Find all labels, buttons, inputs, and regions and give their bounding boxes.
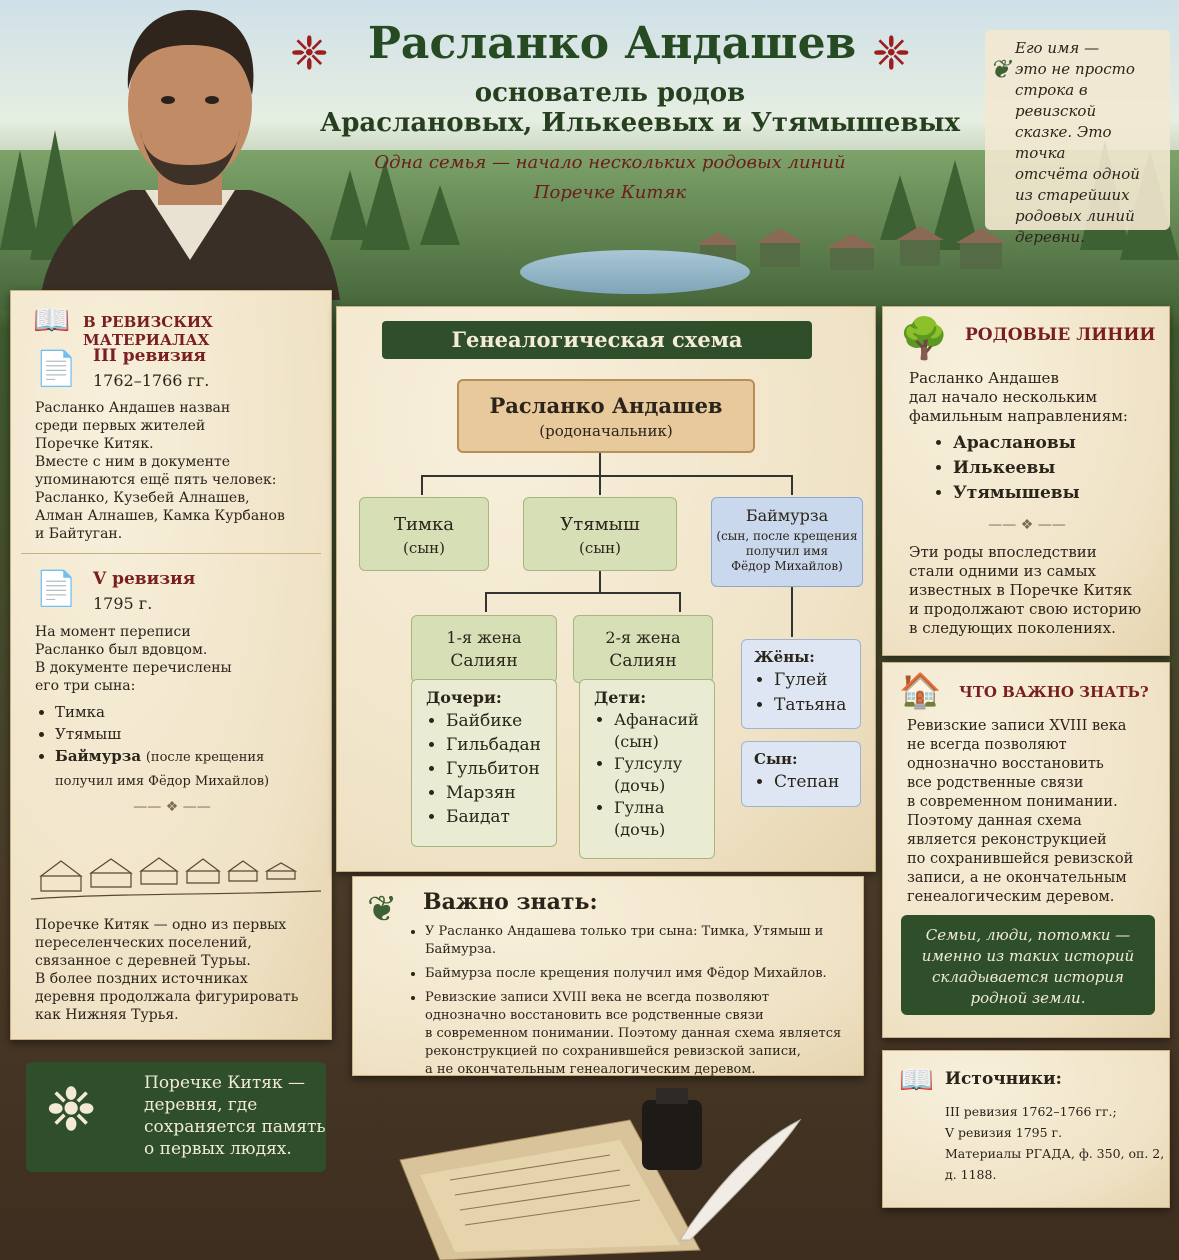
- text-line: среди первых жителей: [35, 418, 206, 434]
- note-line: • Ревизские записи XVIII века не всегда позволяют: [425, 990, 770, 1005]
- connector: [679, 592, 681, 612]
- house-icon: 🏠: [899, 671, 942, 711]
- what-to-know-heading: ЧТО ВАЖНО ЗНАТЬ?: [959, 683, 1149, 701]
- revision-panel: [10, 290, 332, 1040]
- text-line: Расланко был вдовцом.: [35, 642, 208, 658]
- text-line: и продолжают свою историю: [909, 600, 1142, 618]
- text-line: связанное с деревней Турьы.: [35, 953, 251, 969]
- note-line: деревня, где: [144, 1095, 258, 1115]
- page-title: Расланко Андашев: [367, 18, 857, 69]
- son-node-timka: [359, 497, 489, 571]
- wife-label: 1-я жена: [446, 628, 522, 647]
- child-item: [614, 709, 700, 753]
- text-line: деревня продолжала фигурировать: [35, 989, 299, 1005]
- leaf-icon: ❦: [367, 889, 398, 930]
- child-name: Гулна: [614, 798, 665, 817]
- daughters-node: [411, 679, 557, 847]
- quote-line: деревни.: [1015, 228, 1085, 246]
- connector: [599, 475, 601, 495]
- family-lines-panel: [882, 306, 1170, 656]
- daughter-item: • Гульбитон: [446, 757, 542, 781]
- source-item: Материалы РГАДА, ф. 350, оп. 2, д. 1188.: [945, 1146, 1165, 1182]
- text-line: стали одними из самых: [909, 562, 1096, 580]
- son-item: [55, 745, 325, 793]
- quote-line: Семьи, люди, потомки —: [925, 926, 1131, 944]
- text-line: и Байтуган.: [35, 526, 123, 542]
- note-line: о первых людях.: [144, 1139, 292, 1159]
- text-line: Поэтому данная схема: [907, 813, 1082, 829]
- text-line: известных в Поречке Китяк: [909, 581, 1132, 599]
- son-role: (сын): [402, 539, 446, 557]
- important-notes: [352, 876, 864, 1076]
- text-line: Алман Алнашев, Камка Курбанов: [35, 508, 285, 524]
- text-line: все родственные связи: [907, 775, 1084, 791]
- text-line: Расланко Андашев: [909, 369, 1059, 387]
- leaf-icon: ❦: [989, 55, 1011, 85]
- text-line: фамильным направлениям:: [909, 407, 1128, 425]
- text-line: Расланко Андашев назван: [35, 400, 231, 416]
- daughter-item: • Марзян: [446, 781, 542, 805]
- document-icon: 📄: [35, 349, 78, 389]
- sources-panel: [882, 1050, 1170, 1208]
- snowflake-ornament-icon: ❉: [46, 1075, 97, 1145]
- text-line: Вместе с ним в документе: [35, 454, 230, 470]
- note-line: в современном понимании. Поэтому данная схема является: [425, 1026, 842, 1041]
- text-line: Поречке Китяк.: [35, 436, 154, 452]
- sources-heading: Источники:: [945, 1069, 1062, 1089]
- note-line: сохраняется память: [144, 1117, 326, 1137]
- quote-line: сказке. Это точка: [1015, 123, 1112, 162]
- rev3-years: 1762–1766 гг.: [93, 371, 210, 390]
- page-subtitle: основатель родов: [474, 78, 746, 108]
- son-node-utyamysh: [523, 497, 677, 571]
- child-role: (дочь): [614, 820, 666, 839]
- son-note: Фёдор Михайлов): [731, 559, 843, 573]
- root-node: [457, 379, 755, 453]
- rev5-years: 1795 г.: [93, 594, 153, 613]
- son-name: Баймурза: [745, 506, 829, 525]
- note-line: а не окончательным генеалогическим деревом.: [425, 1062, 756, 1077]
- family-item: • Араслановы: [953, 431, 1080, 456]
- source-item: V ревизия 1795 г.: [945, 1125, 1063, 1140]
- text-line: генеалогическим деревом.: [907, 889, 1115, 905]
- text-line: Ревизские записи XVIII века: [907, 718, 1127, 734]
- root-role: (родоначальник): [539, 422, 673, 440]
- children-node: [579, 679, 715, 859]
- grandson-item: • Степан: [774, 770, 848, 795]
- text-line: На момент переписи: [35, 624, 191, 640]
- important-heading: Важно знать:: [423, 889, 598, 915]
- quote-line: отсчёта одной: [1015, 165, 1140, 183]
- son-item: • Утямыш: [55, 723, 325, 745]
- child-item: [614, 753, 700, 797]
- text-line: переселенческих поселений,: [35, 935, 252, 951]
- document-icon: 📄: [35, 569, 78, 609]
- ornament-icon: ❈: [872, 26, 911, 80]
- note-line: однозначно восстановить все родственные связи: [425, 1008, 764, 1023]
- family-item: • Илькеевы: [953, 456, 1080, 481]
- text-line: упоминаются ещё пять человек:: [35, 472, 277, 488]
- child-item: [614, 797, 700, 841]
- manuscript-inkwell-illustration: [380, 1080, 860, 1260]
- what-to-know-panel: [882, 662, 1170, 1038]
- text-line: В более поздних источниках: [35, 971, 248, 987]
- daughters-label: Дочери:: [426, 688, 502, 707]
- divider: [21, 553, 321, 554]
- top-quote: [985, 30, 1170, 246]
- text-line: не всегда позволяют: [907, 737, 1067, 753]
- source-item: III ревизия 1762–1766 гг.;: [945, 1104, 1117, 1119]
- connector: [599, 453, 601, 477]
- text-line: является реконструкцией: [907, 832, 1107, 848]
- text-line: записи, а не окончательным: [907, 870, 1127, 886]
- son-note: получил имя: [745, 544, 829, 558]
- note-line: Поречке Китяк —: [144, 1073, 305, 1093]
- text-line: как Нижняя Турья.: [35, 1007, 179, 1023]
- village-text: [35, 916, 325, 1024]
- son-item: • Тимка: [55, 701, 325, 723]
- son-name: Утямыш: [560, 514, 640, 535]
- note-line: реконструкцией по сохранившейся ревизской записи,: [425, 1044, 801, 1059]
- ornament-divider: —— ❖ ——: [133, 799, 211, 815]
- text-line: Расланко, Кузебей Алнашев,: [35, 490, 250, 506]
- connector: [421, 475, 793, 477]
- child-role: (дочь): [614, 776, 666, 795]
- text-line: его три сына:: [35, 678, 136, 694]
- son-note: получил имя Фёдор Михайлов): [55, 774, 270, 789]
- daughter-item: • Баидат: [446, 805, 542, 829]
- son-note: (после крещения: [145, 750, 265, 765]
- son-note: (сын, после крещения: [716, 529, 858, 543]
- page-subtitle-families: Араслановых, Илькеевых и Утямышевых: [320, 108, 960, 138]
- text-line: однозначно восстановить: [907, 756, 1104, 772]
- tree-icon: 🌳: [899, 316, 949, 362]
- village-sketch: [31, 821, 321, 906]
- rev3-text: [35, 399, 325, 543]
- son-role: (сын): [578, 539, 622, 557]
- rev5-title: V ревизия: [93, 569, 196, 589]
- son-label: Сын:: [754, 750, 798, 768]
- book-icon: 📖: [33, 303, 71, 338]
- quote-line: именно из таких историй: [921, 947, 1135, 965]
- wife-item: • Татьяна: [774, 693, 848, 718]
- quote-line: это не просто: [1015, 60, 1135, 78]
- closing-quote: [901, 915, 1155, 1015]
- connector: [791, 587, 793, 637]
- daughter-item: • Гильбадан: [446, 733, 542, 757]
- text-line: В документе перечислены: [35, 660, 232, 676]
- scheme-heading: Генеалогическая схема: [382, 321, 812, 359]
- son-name: Баймурза: [55, 747, 142, 765]
- note-item: • Баймурза после крещения получил имя Фёдор Михайлов.: [425, 965, 865, 983]
- book-icon: 📖: [899, 1063, 934, 1096]
- wife-label: 2-я жена: [605, 628, 681, 647]
- text-line: в следующих поколениях.: [909, 619, 1116, 637]
- wife-item: • Гулей: [774, 668, 848, 693]
- quote-line: складывается история: [932, 968, 1124, 986]
- river: [520, 250, 750, 294]
- wives-label: Жёны:: [754, 648, 815, 666]
- rev5-text: [35, 623, 325, 793]
- text-line: в современном понимании.: [907, 794, 1118, 810]
- text-line: дал начало нескольким: [909, 388, 1098, 406]
- wife1-node: [411, 615, 557, 683]
- tagline-village: Поречке Китяк: [533, 182, 687, 203]
- family-item: • Утямышевы: [953, 481, 1080, 506]
- connector: [485, 592, 487, 612]
- wives-node: [741, 639, 861, 729]
- connector: [485, 592, 681, 594]
- wife2-node: [573, 615, 713, 683]
- quote-line: строка в ревизской: [1015, 81, 1097, 120]
- revision-heading: В РЕВИЗСКИХ МАТЕРИАЛАХ: [83, 313, 213, 349]
- family-lines-heading: РОДОВЫЕ ЛИНИИ: [965, 325, 1156, 345]
- ornament-divider: —— ❖ ——: [988, 517, 1066, 533]
- text-line: Поречке Китяк — одно из первых: [35, 917, 287, 933]
- child-role: (сын): [614, 732, 659, 751]
- tagline: Одна семья — начало нескольких родовых линий: [374, 152, 846, 173]
- village-memory-note: [26, 1062, 326, 1172]
- son-node-stepan: [741, 741, 861, 807]
- son-name: Тимка: [394, 514, 454, 535]
- children-label: Дети:: [594, 688, 647, 707]
- quote-line: Его имя —: [1015, 39, 1100, 57]
- quote-line: родовых линий: [1015, 207, 1135, 225]
- connector: [421, 475, 423, 495]
- child-name: Афанасий: [614, 710, 699, 729]
- note-item: [425, 989, 865, 1079]
- root-name: Расланко Андашев: [489, 393, 723, 418]
- genealogy-scheme: [336, 306, 876, 872]
- note-item: • У Расланко Андашева только три сына: Тимка, Утямыш и Баймурза.: [425, 923, 865, 959]
- ornament-icon: ❈: [290, 26, 329, 80]
- wife-name: Салиян: [609, 651, 677, 671]
- quote-line: родной земли.: [970, 989, 1086, 1007]
- son-node-baymurza: [711, 497, 863, 587]
- quote-line: из старейших: [1015, 186, 1130, 204]
- connector: [791, 475, 793, 495]
- wife-name: Салиян: [450, 651, 518, 671]
- connector: [599, 571, 601, 593]
- daughter-item: • Байбике: [446, 709, 542, 733]
- text-line: по сохранившейся ревизской: [907, 851, 1134, 867]
- text-line: Эти роды впоследствии: [909, 543, 1097, 561]
- rev3-title: III ревизия: [93, 346, 206, 366]
- child-name: Гулсулу: [614, 754, 683, 773]
